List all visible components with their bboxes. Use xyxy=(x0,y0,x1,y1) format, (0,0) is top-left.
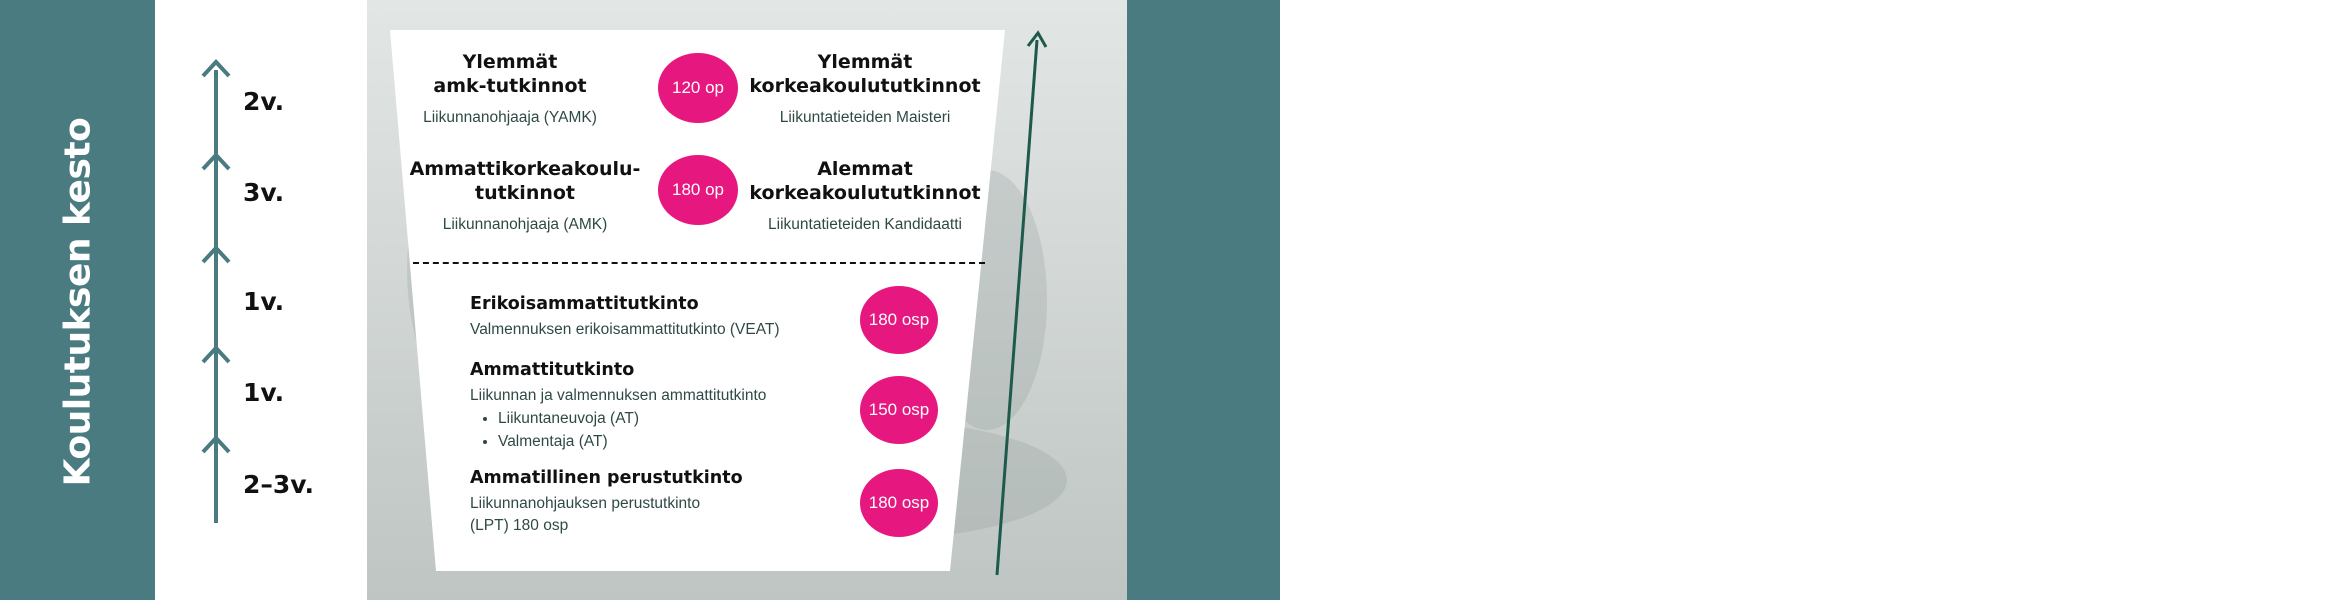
credits-badge-at: 150 osp xyxy=(860,376,938,444)
amk-title-line1: Ammattikorkeakoulu- xyxy=(409,158,641,180)
divider-dashed-line xyxy=(413,262,985,264)
bachelors-block xyxy=(745,157,985,236)
credits-badge-lpt: 180 osp xyxy=(860,469,938,537)
at-line-1: Liikunnan ja valmennuksen ammattitutkinto xyxy=(470,387,767,404)
bachelors-title-line2: korkeakoulututkinnot xyxy=(749,182,981,204)
amk-title-line2: tutkinnot xyxy=(474,182,576,204)
at-bullet-2: • Valmentaja (AT) xyxy=(498,430,850,453)
scope-axis-line xyxy=(997,40,1037,575)
yamk-title-line1: Ylemmät xyxy=(462,51,558,73)
scope-axis-label: Koulutuksen laajuus xyxy=(2310,98,2352,502)
credits-badge-180-op: 180 op xyxy=(658,155,738,225)
amk-subtitle: Liikunnanohjaaja (AMK) xyxy=(442,216,608,233)
years-label-3: 1v. xyxy=(243,287,285,316)
eat-block xyxy=(470,292,850,341)
duration-axis-label: Koulutuksen kesto xyxy=(57,117,99,487)
at-block xyxy=(470,358,850,453)
masters-subtitle: Liikuntatieteiden Maisteri xyxy=(779,109,951,126)
bachelors-subtitle: Liikuntatieteiden Kandidaatti xyxy=(768,216,962,233)
lpt-line-1: Liikunnanohjauksen perustutkinto xyxy=(470,495,701,512)
lpt-line-2: (LPT) 180 osp xyxy=(470,517,569,534)
credits-badge-eat: 180 osp xyxy=(860,286,938,354)
masters-title-line1: Ylemmät xyxy=(817,51,913,73)
masters-title-line2: korkeakoulututkinnot xyxy=(749,75,981,97)
eat-line-1: Valmennuksen erikoisammattitutkinto (VEAT) xyxy=(470,321,780,338)
masters-block xyxy=(745,50,985,129)
lpt-block xyxy=(470,466,850,537)
yamk-subtitle: Liikunnanohjaaja (YAMK) xyxy=(423,109,597,126)
years-label-2: 3v. xyxy=(243,178,285,207)
years-label-1: 2v. xyxy=(243,87,285,116)
amk-block xyxy=(395,157,655,236)
bachelors-title-line1: Alemmat xyxy=(817,158,913,180)
years-label-4: 1v. xyxy=(243,378,285,407)
lpt-title: Ammatillinen perustutkinto xyxy=(470,468,743,488)
at-bullet-1: • Liikuntaneuvoja (AT) xyxy=(498,407,850,430)
credits-badge-120: 120 op xyxy=(658,53,738,123)
at-bullet-list xyxy=(470,407,850,453)
yamk-block xyxy=(395,50,625,129)
at-title: Ammattitutkinto xyxy=(470,360,635,380)
eat-title: Erikoisammattitutkinto xyxy=(470,294,699,314)
yamk-title-line2: amk-tutkinnot xyxy=(433,75,587,97)
years-label-5: 2–3v. xyxy=(243,470,315,499)
